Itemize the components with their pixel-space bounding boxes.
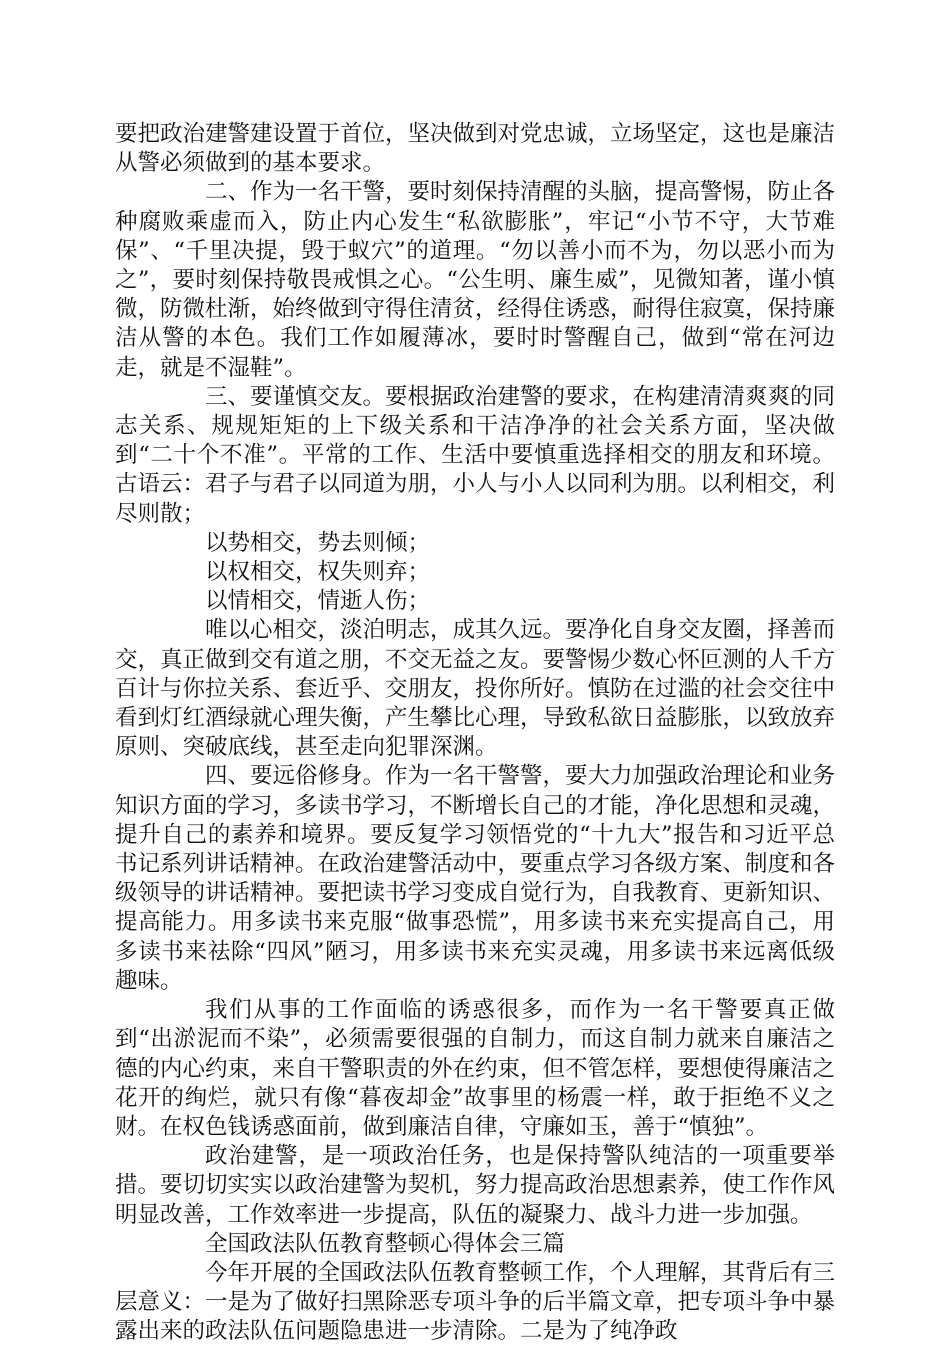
paragraph-4: 以势相交，势去则倾； <box>205 529 431 556</box>
paragraph-12: 今年开展的全国政法队伍教育整顿工作，个人理解，其背后有三层意义：一是为了做好扫黑除恶专项斗争的后半篇文章，把专项斗争中暴露出来的政法队伍问题隐患进一步清除。二是为了纯净政 <box>115 1259 836 1345</box>
paragraph-5: 以权相交，权失则弃； <box>205 559 431 586</box>
paragraph-8: 四、要远俗修身。作为一名干警警，要大力加强政治理论和业务知识方面的学习，多读书学习，不断增长自己的才能，净化思想和灵魂，提升自己的素养和境界。要反复学习领悟党的“十九大”报告和习近平总书记系列讲话精神。在政治建警活动中，要重点学习各级方案、制度和各级领导的讲话精神。要把读书学习变成自觉行为，自我教育、更新知识、提高能力。用多读书来克服“做事恐慌”，用多读书来充实提高自己，用多读书来祛除“四风”陋习，用多读书来充实灵魂，用多读书来远离低级趣味。 <box>115 763 836 994</box>
paragraph-3: 三、要谨慎交友。要根据政治建警的要求，在构建清清爽爽的同志关系、规规矩矩的上下级关系和干洁净净的社会关系方面，坚决做到“二十个不准”。平常的工作、生活中要慎重选择相交的朋友和环境。古语云：君子与君子以同道为朋，小人与小人以同利为朋。以利相交，利尽则散； <box>115 383 836 527</box>
document-body <box>115 120 835 1347</box>
paragraph-7: 唯以心相交，淡泊明志，成其久远。要净化自身交友圈，择善而交，真正做到交有道之朋，不交无益之友。要警惕少数心怀叵测的人千方百计与你拉关系、套近乎、交朋友，投你所好。慎防在过滥的社会交往中看到灯红酒绿就心理失衡，产生攀比心理，导致私欲日益膨胀，以致放弃原则、突破底线，甚至走向犯罪深渊。 <box>115 617 836 761</box>
paragraph-1: 要把政治建警建设置于首位，坚决做到对党忠诚，立场坚定，这也是廉洁从警必须做到的基本要求。 <box>115 121 836 177</box>
paragraph-6: 以情相交，情逝人伤； <box>205 588 431 615</box>
section-heading: 全国政法队伍教育整顿心得体会三篇 <box>205 1230 566 1257</box>
paragraph-10: 政治建警，是一项政治任务，也是保持警队纯洁的一项重要举措。要切切实实以政治建警为契机，努力提高政治思想素养，使工作作风明显改善，工作效率进一步提高，队伍的凝聚力、战斗力进一步加强。 <box>115 1143 836 1228</box>
paragraph-9: 我们从事的工作面临的诱惑很多，而作为一名干警要真正做到“出淤泥而不染”，必须需要很强的自制力，而这自制力就来自廉洁之德的内心约束，来自干警职责的外在约束，但不管怎样，要想使得廉洁之花开的绚烂，就只有像“暮夜却金”故事里的杨震一样，敢于拒绝不义之财。在权色钱诱惑面前，做到廉洁自律，守廉如玉，善于“慎独”。 <box>115 997 836 1140</box>
paragraph-2: 二、作为一名干警，要时刻保持清醒的头脑，提高警惕，防止各种腐败乘虚而入，防止内心发生“私欲膨胀”，牢记“小节不守，大节难保”、“千里决提，毁于蚁穴”的道理。“勿以善小而不为，勿以恶小而为之”，要时刻保持敬畏戒惧之心。“公生明、廉生威”，见微知著，谨小慎微，防微杜渐，始终做到守得住清贫，经得住诱惑，耐得住寂寞，保持廉洁从警的本色。我们工作如履薄冰，要时时警醒自己，做到“常在河边走，就是不湿鞋”。 <box>115 179 836 381</box>
